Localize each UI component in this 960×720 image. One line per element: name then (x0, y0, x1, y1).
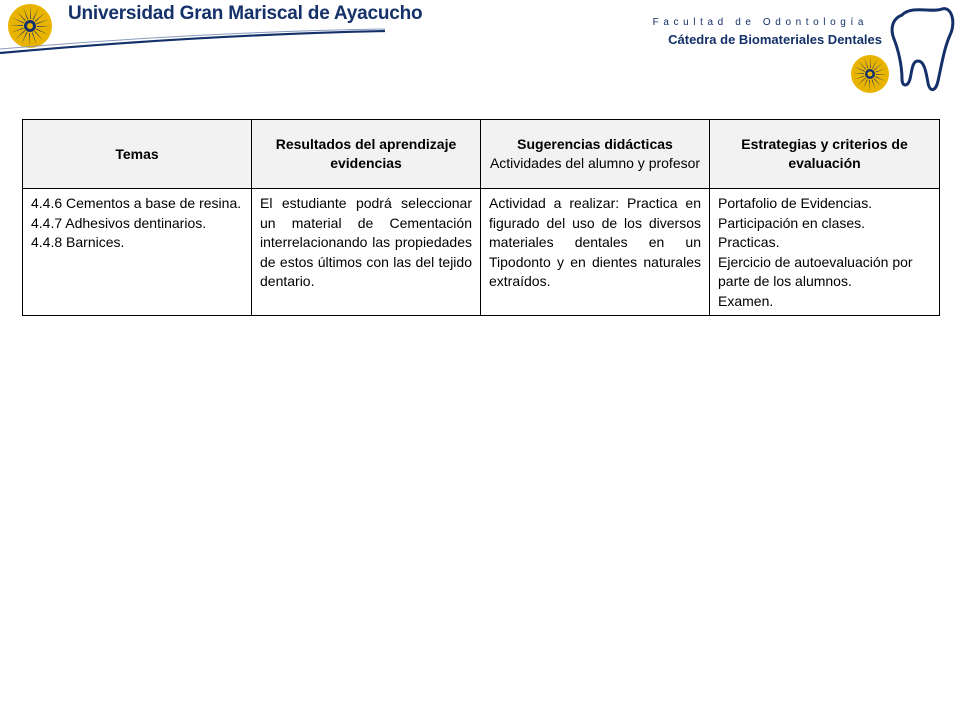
cell-estrategias (710, 189, 940, 316)
header-temas: Temas (23, 120, 252, 189)
cell-sugerencias: Actividad a realizar: Practica en figurado del uso de los diversos materiales dentales en un Tipodonto y en dientes naturales extraídos. (481, 189, 710, 316)
tema-item: 4.4.7 Adhesivos dentinarios. (31, 214, 207, 231)
catedra-name: Cátedra de Biomateriales Dentales (668, 32, 882, 47)
cell-resultados: El estudiante podrá seleccionar un material de Cementación interrelacionando las propiedades de estos últimos con las del tejido dentario. (252, 189, 481, 316)
university-logo-right (847, 54, 893, 94)
header-sugerencias-subtitle: Actividades del alumno y profesor (489, 155, 701, 171)
estrategia-item: Examen. (718, 292, 774, 309)
estrategia-item: Portafolio de Evidencias. (718, 195, 873, 211)
university-name: Universidad Gran Mariscal de Ayacucho (68, 3, 423, 24)
tema-item: 4.4.8 Barnices. (31, 234, 125, 250)
header-resultados: Resultados del aprendizaje evidencias (252, 120, 481, 189)
header-estrategias: Estrategias y criterios de evaluación (710, 120, 940, 189)
estrategia-item: Practicas. (718, 234, 780, 250)
estrategia-item: Participación en clases. (718, 214, 866, 231)
syllabus-table (22, 119, 940, 316)
estrategia-item: Ejercicio de autoevaluación por parte de los alumnos. (718, 253, 913, 289)
table-row (23, 189, 940, 316)
header-sugerencias-title: Sugerencias didácticas (517, 136, 673, 152)
faculty-name: Facultad de Odontología (652, 17, 868, 28)
table-header-row (23, 120, 940, 189)
header-sugerencias (481, 120, 710, 189)
header-swoosh-line (0, 27, 385, 55)
cell-temas (23, 189, 252, 316)
tema-item: 4.4.6 Cementos a base de resina. (31, 195, 242, 211)
